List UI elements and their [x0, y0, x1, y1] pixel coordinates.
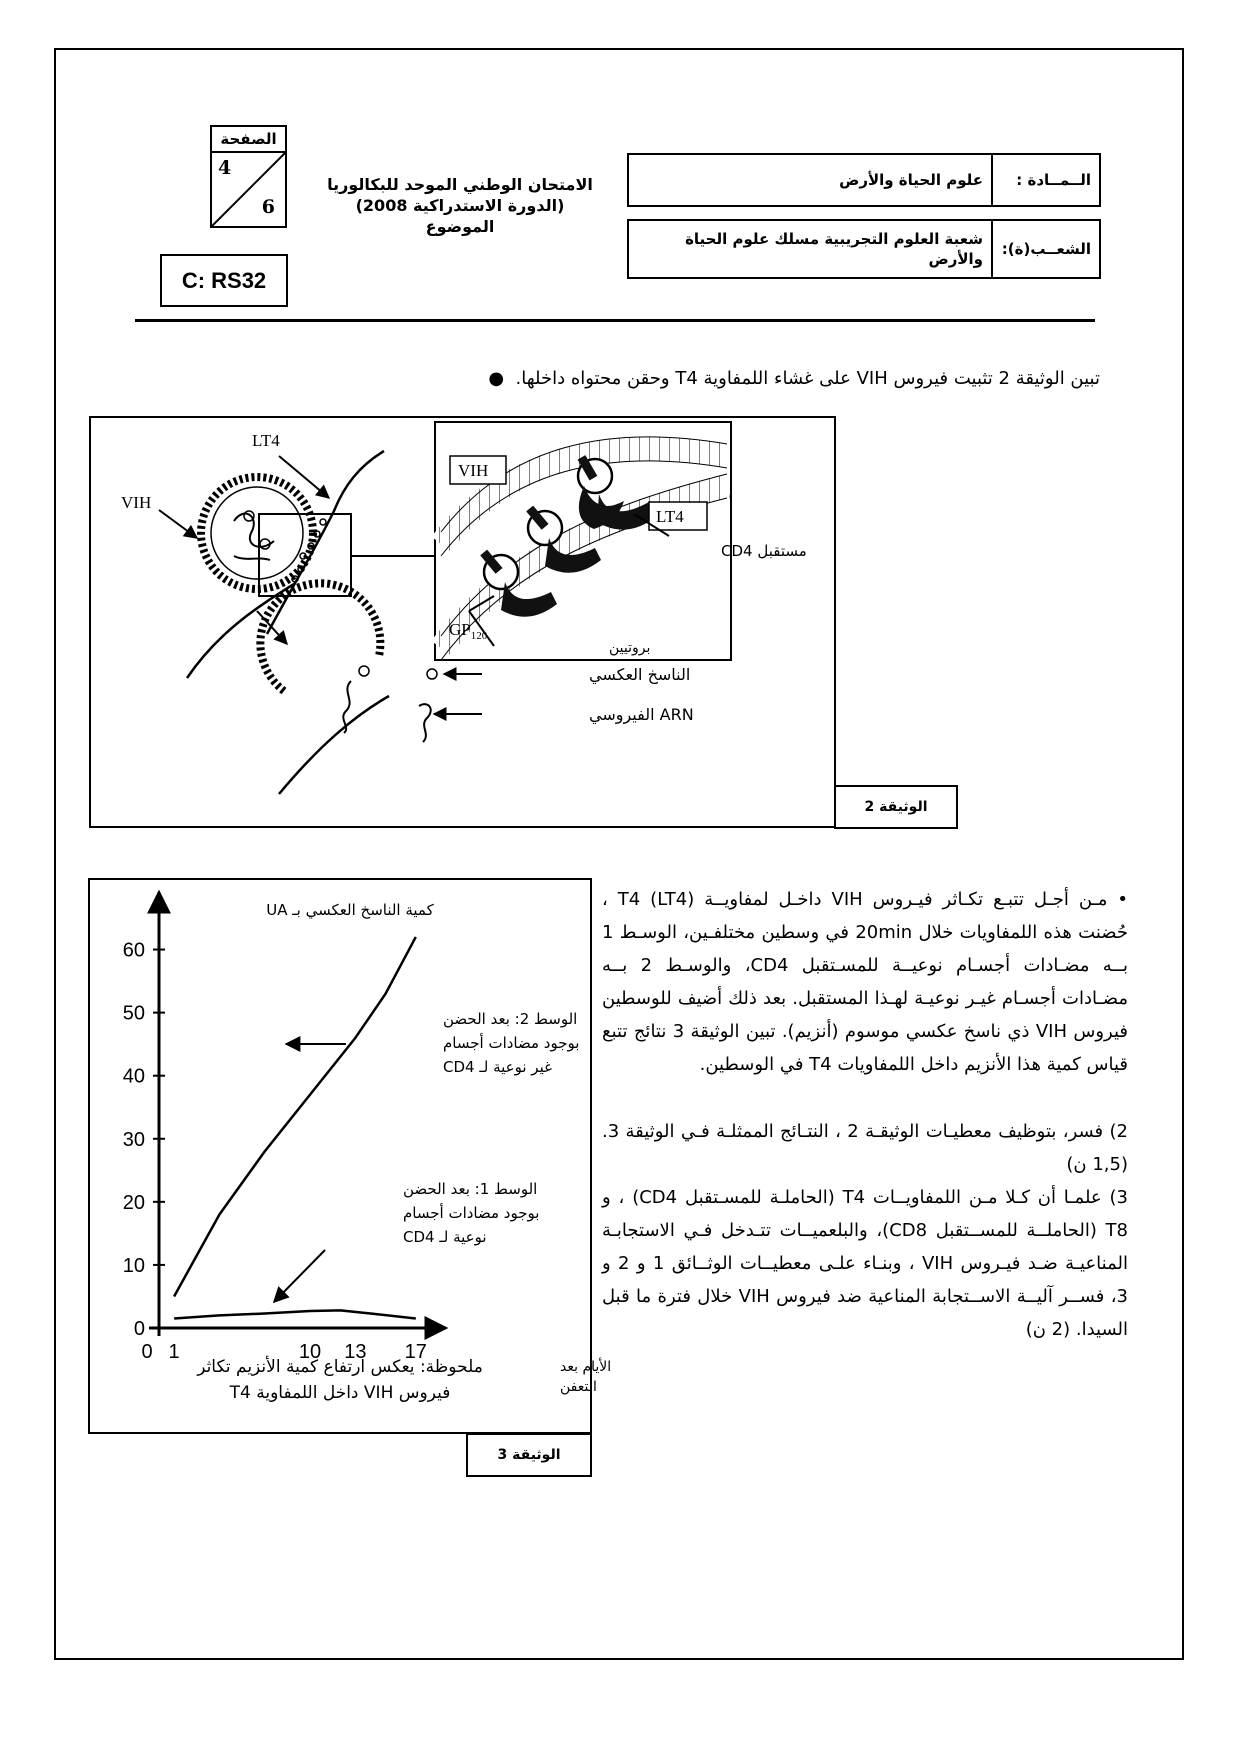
question-3: 3) علمـا أن كـلا مـن اللمفاويــات T4 (الحاملـة للمسـتقبل CD4) ، و T8 (الحاملــة للمســتقبل CD8)، والبلعميــات تتـدخل فـي الاستجابـة المناعيـة ضـد فيـروس VIH ، وبنـاء علـى معطيــات الوثــائق 1 و 2 و 3، فســر آليــة الاســتجابة المناعية ضد فيروس VIH خلال فترة ما قبل السيدا. (2 ن) — [602, 1187, 1128, 1340]
reverse-transcriptase-label: الناسخ العكسي — [589, 665, 691, 684]
vih-label: VIH — [121, 493, 152, 512]
y-tick-label: 60 — [122, 939, 145, 962]
x-tick-label: 10 — [298, 1341, 322, 1363]
protein-label: بروتيين — [609, 640, 651, 656]
exam-title-line3: الموضوع — [425, 217, 495, 236]
y-tick-label: 30 — [122, 1128, 145, 1151]
chart-note-line1: ملحوظة: يعكس ارتفاع كمية الأنزيم تكاثر — [197, 1357, 483, 1377]
svg-text:الوسط 2: بعد الحضن: الوسط 2: بعد الحضن — [443, 1010, 578, 1028]
branch-value: شعبة العلوم التجريبية مسلك علوم الحياة والأرض — [628, 220, 992, 278]
y-tick-label: 10 — [122, 1254, 145, 1277]
cd4-receptor-label: مستقبل CD4 — [721, 542, 807, 560]
x-tick-label: 0 — [141, 1341, 153, 1363]
exam-title-line1: الامتحان الوطني الموحد للبكالوريا — [327, 175, 593, 194]
subject-code: C: RS32 — [160, 254, 288, 307]
page-number-box — [210, 125, 287, 228]
document-2-label: الوثيقة 2 — [834, 785, 958, 829]
x-axis-label-line1: الأيام بعد — [560, 1359, 612, 1375]
page-current: 4 — [218, 157, 232, 179]
viral-rna-mark — [419, 704, 431, 742]
chart-axes — [149, 892, 446, 1336]
series-medium1-pointer — [274, 1250, 325, 1302]
lt4-membrane-bottom — [279, 696, 389, 794]
x-tick-label: 17 — [404, 1341, 427, 1363]
exam-title — [300, 174, 620, 237]
bullet-dot-icon: ● — [488, 368, 505, 389]
document-3-label: الوثيقة 3 — [466, 1433, 592, 1477]
svg-text:الوسط 1: بعد الحضن: الوسط 1: بعد الحضن — [403, 1180, 538, 1198]
y-tick-label: 0 — [133, 1318, 145, 1340]
subject-key: الــمــادة : — [992, 154, 1100, 206]
branch-key: الشعــب(ة): — [992, 220, 1100, 278]
info-table — [627, 153, 1101, 279]
vih-empty-capsid — [260, 583, 380, 691]
x-tick-label: 1 — [168, 1341, 180, 1363]
chart-series — [174, 937, 416, 1319]
x-tick-label: 13 — [344, 1341, 367, 1363]
y-tick-label: 20 — [122, 1191, 145, 1214]
x-axis-label-line2: التعفن — [560, 1379, 597, 1395]
y-tick-label: 50 — [122, 1002, 145, 1025]
page-label: الصفحة — [212, 127, 285, 153]
svg-text:بوجود مضادات أجسام: بوجود مضادات أجسام — [443, 1034, 580, 1052]
svg-text:بوجود مضادات أجسام: بوجود مضادات أجسام — [403, 1204, 540, 1222]
y-tick-label: 40 — [122, 1065, 145, 1088]
chart-note-line2: فيروس VIH داخل اللمفاوية T4 — [229, 1383, 451, 1403]
document-2-diagram — [89, 416, 836, 828]
viral-rna-label: ARN الفيروسي — [589, 705, 694, 724]
series-medium2-label — [443, 1010, 579, 1076]
reverse-transcriptase-mark — [427, 669, 437, 679]
exam-title-line2: (الدورة الاستدراكية 2008) — [355, 196, 565, 215]
inset-lt4-label: LT4 — [656, 507, 684, 526]
lt4-membrane — [267, 451, 384, 634]
y-axis-label: كمية الناسخ العكسي بـ UA — [266, 901, 434, 919]
gp120-label: $GP_{120}$ — [449, 620, 488, 642]
svg-text:نوعية لـ CD4: نوعية لـ CD4 — [403, 1228, 487, 1246]
series-line-medium2 — [174, 937, 416, 1297]
lt4-label: LT4 — [252, 431, 280, 450]
chart-ticks — [123, 940, 427, 1363]
svg-text:غير نوعية لـ CD4: غير نوعية لـ CD4 — [443, 1058, 552, 1076]
series-line-medium1 — [174, 1310, 416, 1318]
question-2: 2) فسر، بتوظيف معطيـات الوثيقـة 2 ، النتـائج الممثلـة فـي الوثيقة 3. (1,5 ن) — [602, 1121, 1128, 1175]
inset-vih-label: VIH — [458, 461, 489, 480]
document-3-chart — [88, 878, 612, 1434]
header-rule — [135, 319, 1095, 322]
intro-bullet — [90, 368, 1100, 389]
page-total: 6 — [261, 196, 275, 218]
intro-bullet-text: تبين الوثيقة 2 تثبيت فيروس VIH على غشاء اللمفاوية T4 وحقن محتواه داخلها. — [515, 368, 1100, 389]
vih-particle — [201, 477, 313, 589]
right-text-block — [602, 883, 1128, 1346]
series-medium1-label — [403, 1180, 539, 1246]
subject-value: علوم الحياة والأرض — [628, 154, 992, 206]
context-paragraph: • مـن أجـل تتبـع تكـاثر فيـروس VIH داخـل لمفاويــة T4 (LT4) ، حُضنت هذه اللمفاويات خلال 20min في وسطين مختلفـين، الوسـط 1 بــه مضـادات أجسـام نوعيــة للمسـتقبل CD4، والوسـط 2 بــه مضـادات أجسـام غيـر نوعيـة لهـذا المستقبل. بعد ذلك أضيف للوسطين فيروس VIH ذي ناسخ عكسي موسوم (أنزيم). تبين الوثيقة 3 نتائج تتبع قياس كمية هذا الأنزيم داخل اللمفاويات T4 في الوسطين. — [602, 889, 1129, 1075]
